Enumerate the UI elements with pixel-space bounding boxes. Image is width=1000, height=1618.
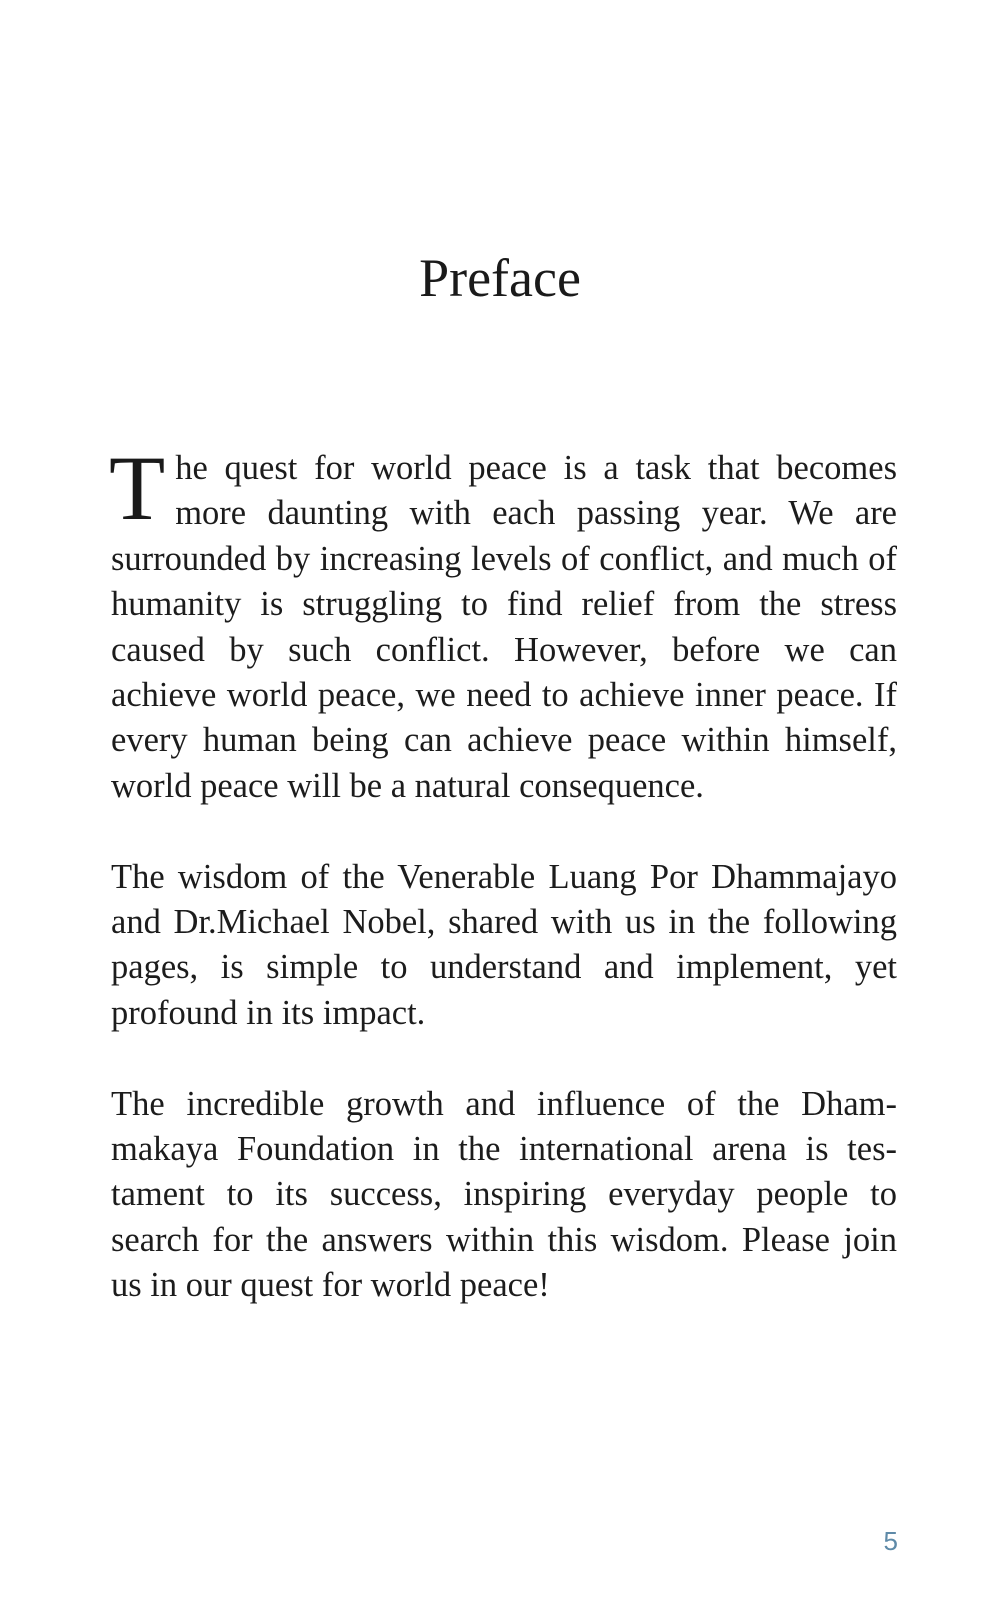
- drop-cap: T: [109, 437, 166, 539]
- paragraph-1: [109, 437, 897, 809]
- paragraph-2: The wisdom of the Venerable Luang Por Dhammajayo and Dr.Michael Nobel, shared with us in the following pages, is simple to understand and implement, yet profound in its impact.: [111, 857, 897, 1032]
- paragraph-1-text: he quest for world peace is a task that becomes more daunting with each passing year. We are surrounded by increasing levels of conflict, and much of humanity is struggling to find relief from the stress caused by such conflict. However, before we can achieve world peace, we need to achieve inner peace. If every human being can achieve peace within himself, world peace will be a natural consequence.: [111, 449, 897, 805]
- page-number: 5: [883, 1526, 898, 1556]
- preface-body: [109, 437, 897, 1354]
- paragraph-3: The incredible growth and influence of the Dhammakaya Foundation in the international arena is testament to its success, inspiring everyday people to search for the answers within this wisdom. Please join us in our quest for world peace!: [111, 1084, 897, 1305]
- page-title: Preface: [419, 248, 581, 308]
